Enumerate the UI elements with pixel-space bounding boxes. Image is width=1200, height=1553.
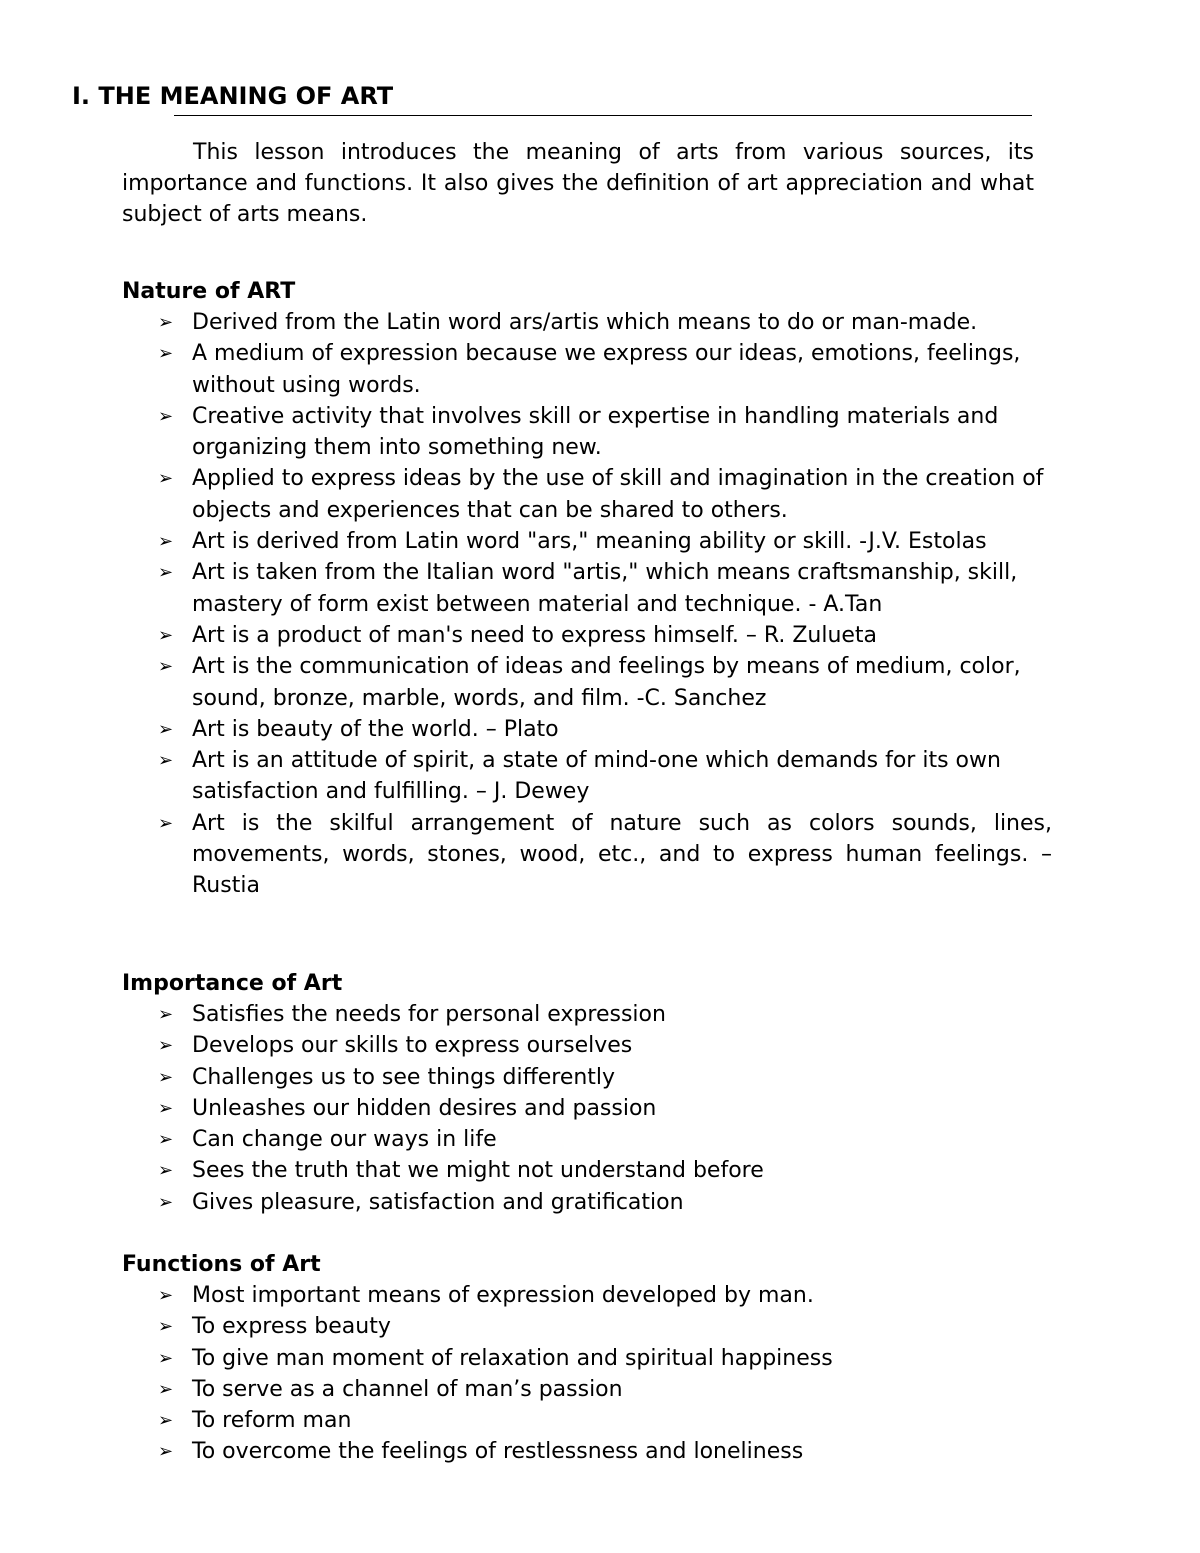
- section-heading: Functions of Art: [122, 1252, 321, 1277]
- list-item: [122, 1062, 1052, 1093]
- list-item-text: To express beauty: [192, 1314, 391, 1340]
- list-item-text: Applied to express ideas by the use of skill and imagination in the creation of objects and experiences that can be shared to others.: [192, 466, 1044, 523]
- arrow-bullet-icon: ➢: [158, 1035, 174, 1057]
- arrow-bullet-icon: ➢: [158, 750, 174, 772]
- list-item: [122, 557, 1052, 620]
- intro-paragraph: This lesson introduces the meaning of arts from various sources, its importance and functions. It also gives the definition of art appreciation and what subject of arts means.: [122, 140, 1034, 227]
- list-item: [122, 1405, 1052, 1436]
- arrow-bullet-icon: ➢: [158, 562, 174, 584]
- list-item: [122, 999, 1052, 1030]
- list-item: [122, 1030, 1052, 1061]
- list-item-text: To overcome the feelings of restlessness and loneliness: [192, 1439, 804, 1465]
- list-item: [122, 307, 1052, 338]
- list-item-text: Art is an attitude of spirit, a state of mind-one which demands for its own satisfaction and fulfilling. – J. Dewey: [192, 748, 1001, 805]
- list-item: [122, 1280, 1052, 1311]
- list-item-text: Art is a product of man's need to express himself. – R. Zulueta: [192, 622, 878, 648]
- list-item-text: Art is taken from the Italian word "artis," which means craftsmanship, skill, mastery of form exist between material and technique. - A.Tan: [192, 560, 1018, 617]
- arrow-bullet-icon: ➢: [158, 1285, 174, 1306]
- list-item-text: Satisfies the needs for personal expression: [192, 1002, 666, 1027]
- section-functions-of-art: [122, 1249, 1052, 1468]
- list-item-text: Develops our skills to express ourselves: [192, 1033, 633, 1059]
- arrow-bullet-icon: ➢: [158, 405, 174, 427]
- list-item: [122, 463, 1052, 526]
- list-item: [122, 338, 1052, 401]
- list-item: [122, 651, 1052, 714]
- bullet-list: [122, 999, 1052, 1218]
- list-item: [122, 526, 1052, 557]
- arrow-bullet-icon: ➢: [158, 468, 174, 490]
- page-title: I. THE MEANING OF ART: [72, 82, 394, 110]
- bullet-list: [122, 1280, 1052, 1468]
- title-underline: [174, 115, 1032, 116]
- list-item: [122, 714, 1052, 745]
- arrow-bullet-icon: ➢: [158, 312, 174, 333]
- list-item-text: To serve as a channel of man’s passion: [192, 1376, 623, 1402]
- arrow-bullet-icon: ➢: [158, 1004, 174, 1025]
- list-item-text: Can change our ways in life: [192, 1127, 497, 1153]
- list-item-text: Art is beauty of the world. – Plato: [192, 716, 559, 742]
- arrow-bullet-icon: ➢: [158, 656, 174, 678]
- arrow-bullet-icon: ➢: [158, 1129, 174, 1151]
- title-block: [72, 80, 1032, 120]
- arrow-bullet-icon: ➢: [158, 1316, 174, 1338]
- list-item: [122, 1343, 1052, 1374]
- list-item-text: Most important means of expression developed by man.: [192, 1283, 814, 1308]
- arrow-bullet-icon: ➢: [158, 718, 174, 740]
- list-item: [122, 620, 1052, 651]
- bullet-list: [122, 307, 1052, 902]
- list-item: [122, 1155, 1052, 1186]
- list-item-text: Challenges us to see things differently: [192, 1064, 616, 1090]
- arrow-bullet-icon: ➢: [158, 343, 174, 365]
- list-item: [122, 401, 1052, 464]
- list-item: [122, 1311, 1052, 1342]
- list-item-text: Derived from the Latin word ars/artis which means to do or man-made.: [192, 310, 978, 335]
- section-importance-of-art: [122, 968, 1052, 1218]
- arrow-bullet-icon: ➢: [158, 1191, 174, 1213]
- list-item-text: A medium of expression because we express our ideas, emotions, feelings, without using words.: [192, 341, 1021, 398]
- list-item-text: Creative activity that involves skill or expertise in handling materials and organizing them into something new.: [192, 403, 999, 461]
- arrow-bullet-icon: ➢: [158, 1066, 174, 1088]
- list-item: [122, 1093, 1052, 1124]
- list-item-text: Unleashes our hidden desires and passion: [192, 1095, 657, 1121]
- list-item: [122, 745, 1052, 808]
- list-item: [122, 808, 1052, 902]
- list-item-text: To reform man: [192, 1408, 352, 1434]
- list-item: [122, 1124, 1052, 1155]
- list-item: [122, 1187, 1052, 1218]
- section-nature-of-art: [122, 276, 1052, 902]
- arrow-bullet-icon: ➢: [158, 624, 174, 646]
- list-item-text: Art is the skilful arrangement of nature such as colors sounds, lines, movements, words, stones, wood, etc., and to express human feelings. – Rustia: [192, 810, 1052, 899]
- arrow-bullet-icon: ➢: [158, 1441, 174, 1463]
- arrow-bullet-icon: ➢: [158, 1347, 174, 1369]
- list-item-text: Sees the truth that we might not understand before: [192, 1158, 764, 1184]
- section-heading: Nature of ART: [122, 279, 296, 304]
- section-heading: Importance of Art: [122, 971, 343, 996]
- list-item-text: To give man moment of relaxation and spiritual happiness: [192, 1345, 833, 1371]
- arrow-bullet-icon: ➢: [158, 1097, 174, 1119]
- list-item: [122, 1436, 1052, 1467]
- list-item: [122, 1374, 1052, 1405]
- arrow-bullet-icon: ➢: [158, 1410, 174, 1432]
- arrow-bullet-icon: ➢: [158, 531, 174, 553]
- list-item-text: Art is the communication of ideas and feelings by means of medium, color, sound, bronze, marble, words, and film. -C. Sanchez: [192, 654, 1021, 711]
- list-item-text: Gives pleasure, satisfaction and gratification: [192, 1189, 684, 1215]
- list-item-text: Art is derived from Latin word "ars," meaning ability or skill. -J.V. Estolas: [192, 529, 987, 555]
- arrow-bullet-icon: ➢: [158, 812, 174, 834]
- arrow-bullet-icon: ➢: [158, 1160, 174, 1182]
- arrow-bullet-icon: ➢: [158, 1378, 174, 1400]
